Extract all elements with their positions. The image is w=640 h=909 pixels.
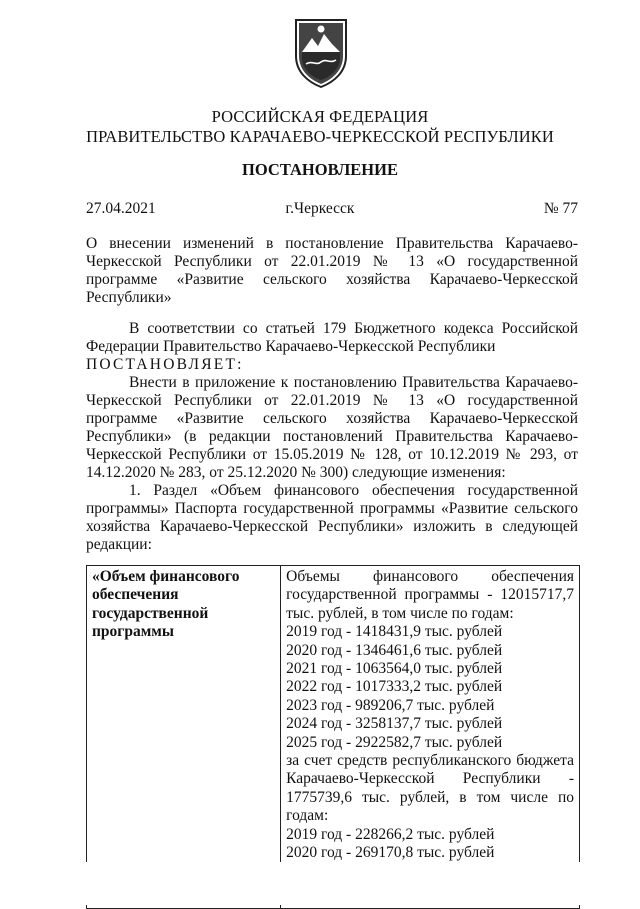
funding-total-line: Объемы финансового обеспечения государственной программы - 12015717,7 тыс. рублей, в том числе по годам: (286, 568, 574, 622)
table-cell-heading: «Объем финансового обеспечения государственной программы (87, 566, 281, 909)
table-row (87, 566, 580, 909)
table-cell-values (281, 566, 580, 909)
paragraph-changes: Внести в приложение к постановлению Правительства Карачаево-Черкесской Республики от 22.01.2019 № 13 «О государственной программе «Развитие сельского хозяйства Карачаево-Черкесской Республики» (в редакции постановлений Правительства Карачаево-Черкесской Республики от 15.05.2019 № 128, от 10.12.2019 № 293, от 14.12.2020 № 283, от 25.12.2020 № 300) следующие изменения: (86, 374, 578, 481)
header-government: ПРАВИТЕЛЬСТВО КАРАЧАЕВО-ЧЕРКЕССКОЙ РЕСПУБЛИКИ (86, 127, 554, 146)
paragraph-basis: В соответствии со статьей 179 Бюджетного кодекса Российской Федерации Правительство Карачаево-Черкесской Республики (86, 320, 578, 355)
funding-year-line: 2020 год - 269170,8 тыс. рублей (286, 844, 495, 862)
funding-year-line: 2020 год - 1346461,6 тыс. рублей (286, 641, 503, 659)
funding-year-line: 2022 год - 1017333,2 тыс. рублей (286, 678, 503, 696)
funding-year-line: 2021 год - 1063564,0 тыс. рублей (286, 660, 503, 678)
funding-year-line: 2024 год - 3258137,7 тыс. рублей (286, 715, 503, 733)
document-number: № 77 (543, 200, 578, 217)
document-subject: О внесении изменений в постановление Правительства Карачаево-Черкесской Республики от 22.01.2019 № 13 «О государственной программе «Развитие сельского хозяйства Карачаево-Черкесской Республики» (86, 235, 578, 306)
funding-year-line: 2019 год - 228266,2 тыс. рублей (286, 825, 495, 843)
funding-regional-line: за счет средств республиканского бюджета Карачаево-Черкесской Республики - 1775739,6 тыс. рублей, в том числе по годам: (286, 752, 574, 825)
document-body (86, 320, 578, 554)
document-title: ПОСТАНОВЛЕНИЕ (242, 160, 398, 179)
funding-year-line: 2023 год - 989206,7 тыс. рублей (286, 696, 495, 714)
page-bottom-margin (0, 862, 640, 905)
funding-table (86, 565, 580, 909)
document-date: 27.04.2021 (86, 200, 156, 217)
funding-year-line: 2019 год - 1418431,9 тыс. рублей (286, 623, 503, 641)
header-country: РОССИЙСКАЯ ФЕДЕРАЦИЯ (211, 107, 429, 126)
paragraph-resolves: ПОСТАНОВЛЯЕТ: (86, 356, 244, 373)
document-city: г.Черкесск (285, 200, 355, 217)
coat-of-arms-emblem (288, 14, 354, 90)
funding-year-line: 2025 год - 2922582,7 тыс. рублей (286, 733, 503, 751)
paragraph-item-1: 1. Раздел «Объем финансового обеспечения государственной программы» Паспорта государственной программы «Развитие сельского хозяйства Карачаево-Черкесской Республики» изложить в следующей редакции: (86, 482, 578, 553)
